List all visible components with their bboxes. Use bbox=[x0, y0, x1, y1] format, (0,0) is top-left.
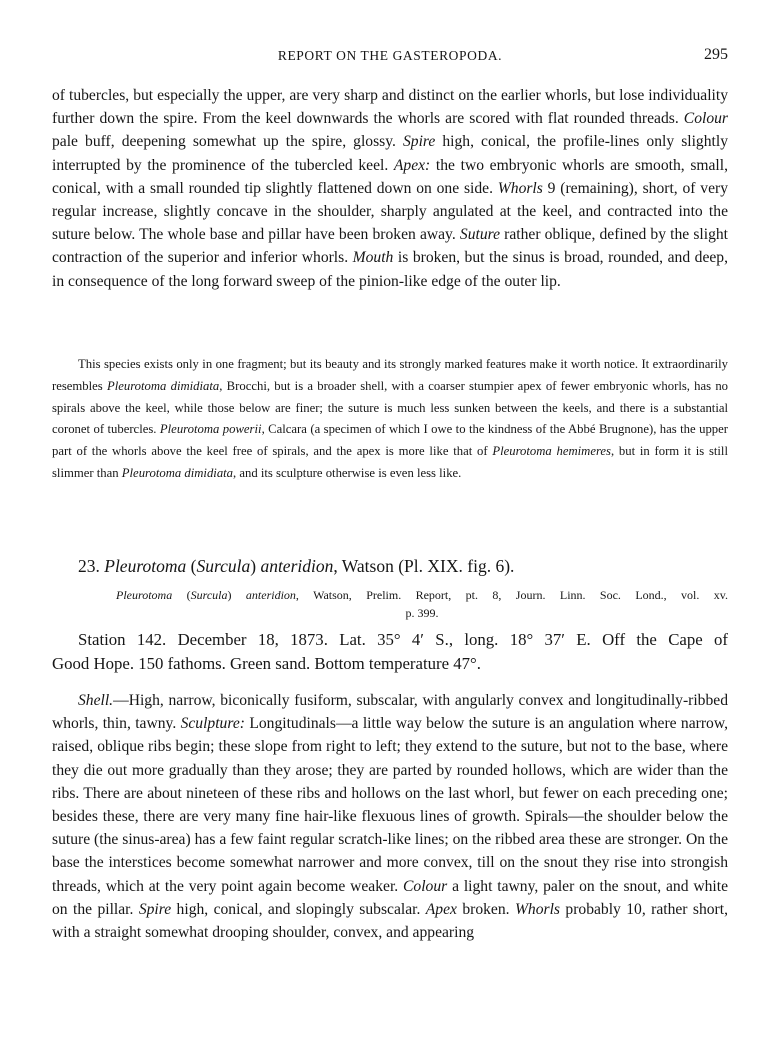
station-record bbox=[52, 628, 728, 675]
shell-description-paragraph: Shell.—High, narrow, biconically fusiform, subscalar, with angularly convex and longitudinally-ribbed whorls, thin, tawny. Sculpture: Longitudinals—a little way below the suture is an angulation where narrow, raised, oblique ribs begin; these slope from right to left; they extend to the suture, but not to the base, where they die out more gradually than they arose; they are parted by rounded hollows, which are wider than the ribs. There are about nineteen of these ribs and hollows on the last whorl, but fewer on each preceding one; besides these, there are very many fine hair-like flexuous lines of growth. Spirals—the shoulder below the suture (the sinus-area) has a few faint regular scratch-like lines; on the ribbed area these are stronger. On the base the interstices become somewhat narrower and more convex, till on the snout they rise into strongish threads, which at the very point again become weaker. Colour a light tawny, paler on the snout, and white on the pillar. Spire high, conical, and slopingly subscalar. Apex broken. Whorls probably 10, rather short, with a straight somewhat drooping shoulder, convex, and appearing bbox=[52, 692, 728, 942]
page-number: 295 bbox=[704, 46, 728, 63]
description-continued-paragraph: of tubercles, but especially the upper, are very sharp and distinct on the earlier whorls, but lose individuality further down the spire. From the keel downwards the whorls are scored with flat rounded threads. Colour pale buff, deepening somewhat up the spire, glossy. Spire high, conical, the profile-lines only slightly interrupted by the prominence of the tubercled keel. Apex: the two embryonic whorls are smooth, small, conical, with a small rounded tip slightly flattened down on one side. Whorls 9 (remaining), short, of very regular increase, slightly concave in the shoulder, sharply angulated at the keel, and contracted into the suture below. The whole base and pillar have been broken away. Suture rather oblique, defined by the slight contraction of the superior and inferior whorls. Mouth is broken, but the sinus is broad, rounded, and deep, in consequence of the long forward sweep of the pinion-like edge of the outer lip. bbox=[52, 87, 729, 290]
station-line-1: Station 142. December 18, 1873. Lat. 35° 4′ S., long. 18° 37′ E. Off the Cape of bbox=[78, 630, 728, 649]
species-heading: 23. Pleurotoma (Surcula) anteridion, Watson (Pl. XIX. fig. 6). bbox=[78, 556, 515, 576]
running-title: REPORT ON THE GASTEROPODA. bbox=[277, 48, 503, 63]
station-line-2: Good Hope. 150 fathoms. Green sand. Bottom temperature 47°. bbox=[52, 653, 481, 673]
reference-page: p. 399. bbox=[405, 606, 439, 620]
literature-reference: Pleurotoma (Surcula) anteridion, Watson, Prelim. Report, pt. 8, Journ. Linn. Soc. Lond., vol. xv. p. 399. bbox=[116, 588, 729, 620]
remarks-paragraph: This species exists only in one fragment; but its beauty and its strongly marked features make it worth notice. It extraordinarily resembles Pleurotoma dimidiata, Brocchi, but is a broader shell, with a coarser stumpier apex of fewer embryonic whorls, has no spirals above the keel, while those below are finer; the suture is much less sunken between the keels, and there is a substantial coronet of tubercles. Pleurotoma powerii, Calcara (a specimen of which I owe to the kindness of the Abbé Brugnone), has the upper part of the whorls above the keel free of spirals, and the apex is more like that of Pleurotoma hemimeres, but in form it is still slimmer than Pleurotoma dimidiata, and its sculpture otherwise is even less like. bbox=[52, 357, 729, 480]
running-head bbox=[52, 46, 728, 68]
